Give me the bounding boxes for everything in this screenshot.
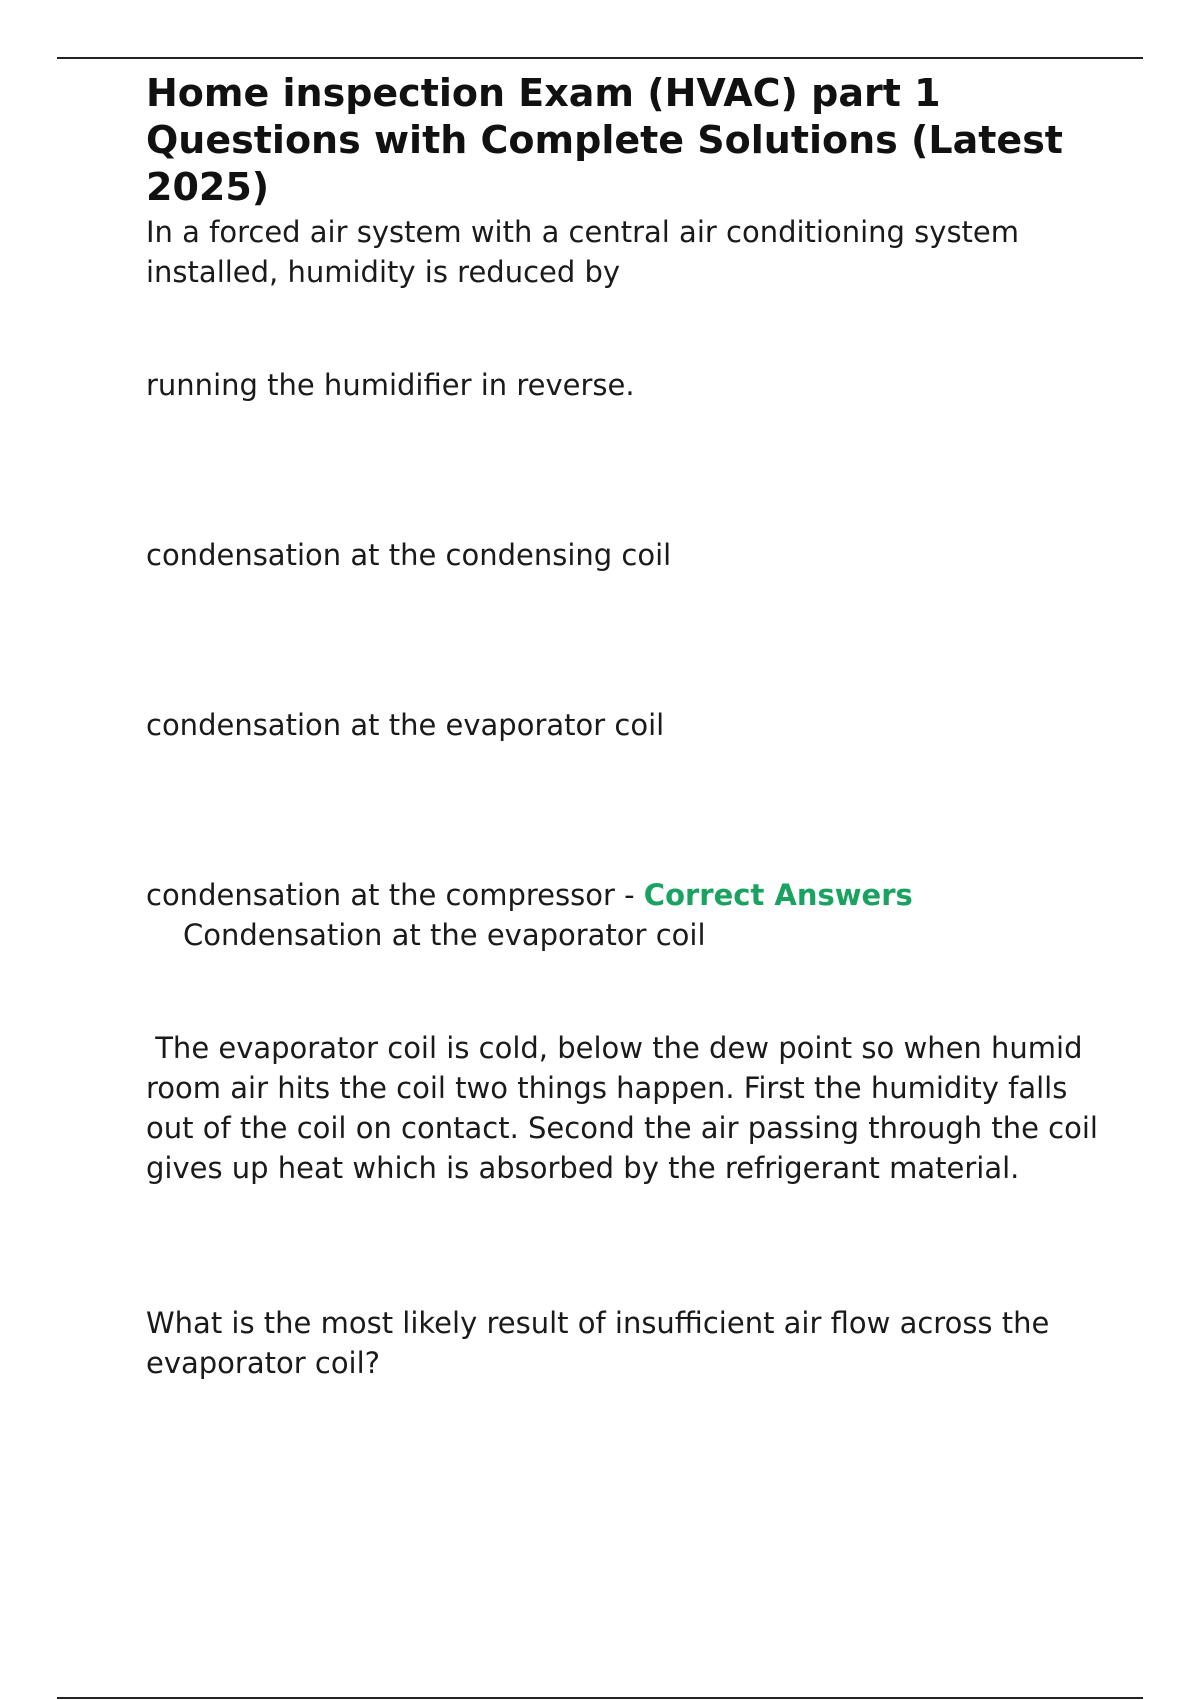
question-1-prompt: In a forced air system with a central air conditioning system installed, humidity is reduced by: [146, 215, 1020, 289]
question-1-option-3: condensation at the evaporator coil: [146, 708, 665, 742]
document-title: Home inspection Exam (HVAC) part 1 Questions with Complete Solutions (Latest 2025): [146, 71, 1063, 209]
question-1-explanation: The evaporator coil is cold, below the dew point so when humid room air hits the coil two things happen. First the humidity falls out of the coil on contact. Second the air passing through the coil gives up heat which is absorbed by the refrigerant material.: [146, 1031, 1108, 1185]
question-2-prompt: What is the most likely result of insufficient air flow across the evaporator coil?: [146, 1306, 1050, 1380]
question-1-option-4: condensation at the compressor -: [146, 878, 644, 912]
correct-answer-text: Condensation at the evaporator coil: [183, 918, 706, 952]
question-1-option-1: running the humidifier in reverse.: [146, 368, 635, 402]
question-1-option-4-block: [146, 875, 1106, 955]
bottom-divider: [57, 1697, 1143, 1699]
top-divider: [57, 57, 1143, 59]
question-1-option-2: condensation at the condensing coil: [146, 538, 672, 572]
correct-answers-label: Correct Answers: [643, 878, 913, 912]
